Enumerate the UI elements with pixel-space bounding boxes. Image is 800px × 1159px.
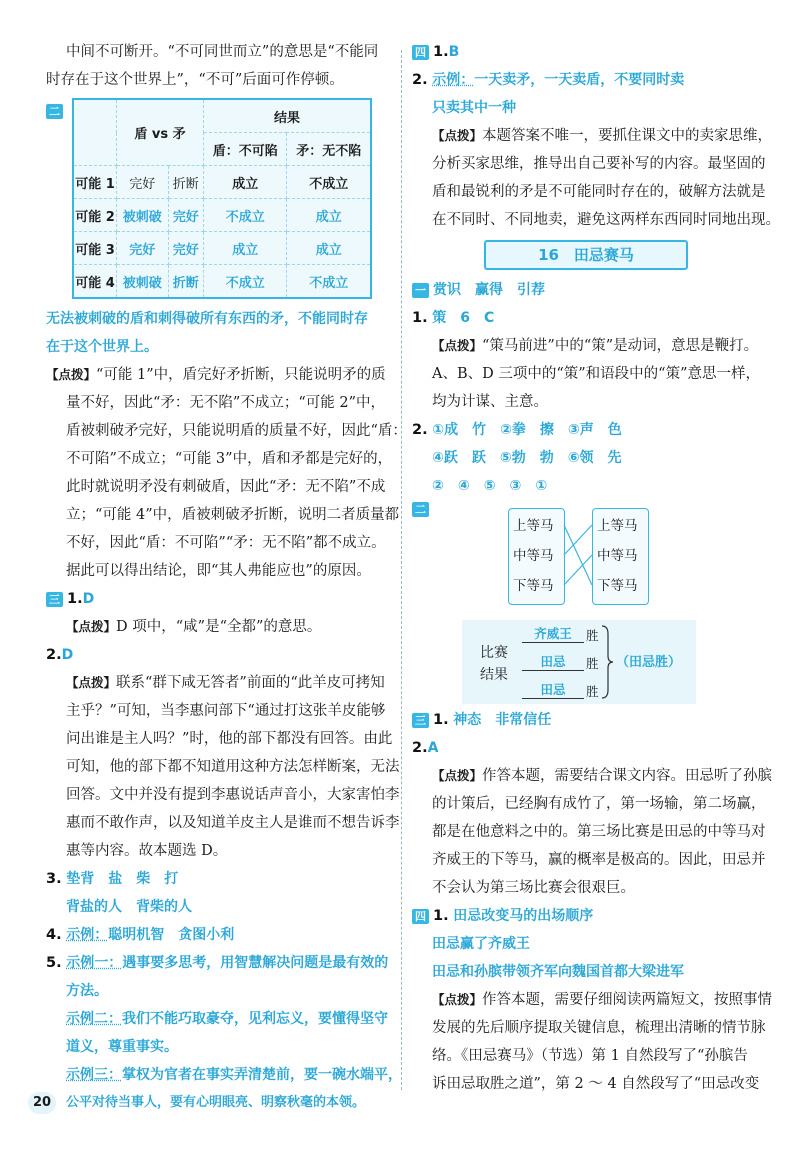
- dianbo-label: 【点拨】: [432, 992, 483, 1007]
- cell: 成立: [287, 199, 371, 232]
- question-number: 2.: [412, 740, 428, 756]
- tip-line: 量不好，因此“矛：无不陷”不成立；“可能 2”中，: [66, 395, 385, 411]
- comparison-table: [72, 98, 372, 299]
- answer: 神态 非常信任: [453, 712, 552, 728]
- tip-line: 可知，他的部下都不知道用这种方法怎样断案，无法: [66, 759, 400, 775]
- section-badge: 二: [46, 104, 63, 119]
- tip-line: 不可陷”不成立；“可能 3”中，盾和矛都是完好的，: [66, 451, 393, 467]
- answer-line: 无法被刺破的盾和刺得破所有东西的矛，不能同时存: [46, 311, 368, 327]
- tip-line: “可能 1”中，盾完好矛折断，只能说明矛的质: [96, 367, 386, 383]
- cell: 完好: [117, 166, 169, 199]
- left-column: [46, 38, 407, 1117]
- tip-line: 联系“群下咸无答者”前面的“此羊皮可拷知: [116, 675, 385, 691]
- cell: 成立: [287, 232, 371, 265]
- row-label: 可能 4: [73, 265, 117, 299]
- answer-line: ④跃 跃 ⑤勃 勃 ⑥领 先: [432, 450, 622, 466]
- tip-line: 问出谁是主人吗？”时，他的部下都没有回答。由此: [66, 731, 393, 747]
- row-label: 可能 3: [73, 232, 117, 265]
- page-number: 20: [28, 1092, 56, 1114]
- question-number: 1.: [433, 44, 449, 60]
- section-badge: 一: [412, 283, 429, 298]
- section-badge: 二: [412, 502, 429, 517]
- tip-line: 都是在他意料之中的。第三场比赛是田忌的中等马对: [432, 824, 766, 840]
- lesson-title: 16 田忌赛马: [484, 240, 688, 270]
- tip-line: D 项中，“咸”是“全都”的意思。: [116, 619, 322, 635]
- tip-line: A、B、D 三项中的“策”和语段中的“策”意思一样，: [432, 366, 761, 382]
- tip-line: 主乎？”可知，当李惠问部下“通过打这张羊皮能够: [66, 703, 386, 719]
- horse-label: 下等马: [597, 578, 638, 594]
- win-label: 胜: [586, 628, 599, 643]
- answer: B: [448, 44, 460, 60]
- match-label: 结果: [480, 667, 508, 683]
- match-label: 比赛: [480, 645, 508, 661]
- tip-line: 不好，因此“盾：不可陷”“矛：无不陷”都不成立。: [66, 535, 386, 551]
- answer-line: 方法。: [66, 983, 108, 999]
- example-prefix: 示例：: [66, 927, 109, 943]
- dianbo-label: 【点拨】: [66, 619, 117, 634]
- cell: 不成立: [287, 265, 371, 299]
- row-label: 可能 2: [73, 199, 117, 232]
- tip-line: 盾和最锐利的矛是不可能同时存在的，破解方法就是: [432, 184, 766, 200]
- table-row: [73, 265, 371, 299]
- answer: 掌权为官者在事实弄清楚前，要一碗水端平，: [122, 1067, 402, 1083]
- answer-line: 只卖其中一种: [432, 100, 516, 116]
- horse-matching-diagram: [412, 500, 757, 610]
- table-row: [73, 199, 371, 232]
- table-header-mao: 矛：无不陷: [287, 133, 371, 166]
- section-2: [46, 98, 392, 299]
- tip-line: 分析买家思维，推导出自己要补写的内容。最坚固的: [432, 156, 766, 172]
- right-column: [412, 38, 780, 1098]
- tip-line: 此时就说明矛没有刺破盾，因此“矛：无不陷”不成: [66, 479, 386, 495]
- row-label: 可能 1: [73, 166, 117, 199]
- answer-line: 在于这个世界上。: [46, 339, 158, 355]
- example-prefix: 示例：: [432, 72, 475, 88]
- question-number: 1.: [412, 310, 428, 326]
- answer: 垫背 盐 柴 打: [66, 871, 179, 887]
- answer: 聪明机智 贪图小利: [108, 927, 235, 943]
- question-number: 1.: [67, 591, 83, 607]
- match-winner: 田忌: [522, 652, 584, 671]
- answer: D: [61, 647, 74, 663]
- question-number: 3.: [46, 871, 62, 887]
- tip-line: 诉田忌取胜之道”，第 2 ～ 4 自然段写了“田忌改变: [432, 1076, 760, 1092]
- cell: 不成立: [204, 199, 287, 232]
- answer: 赏识 赢得 引荐: [433, 282, 545, 298]
- horse-label: 中等马: [513, 548, 554, 564]
- tip-line: 均为计谋、主意。: [432, 394, 548, 410]
- tip-line: 惠等内容。故本题选 D。: [66, 843, 228, 859]
- dianbo-label: 【点拨】: [432, 768, 483, 783]
- horse-label: 上等马: [597, 518, 638, 534]
- tip-line: 发展的先后顺序提取关键信息，梳理出清晰的情节脉: [432, 1020, 766, 1036]
- dianbo-label: 【点拨】: [432, 128, 483, 143]
- section-badge: 三: [412, 713, 429, 728]
- example-prefix: 示例二：: [66, 1011, 122, 1027]
- answer: 策 6 C: [432, 310, 495, 326]
- match-result: （田忌胜）: [616, 655, 682, 670]
- answer: 我们不能巧取豪夺，见利忘义，要懂得坚守: [122, 1011, 388, 1027]
- section-badge: 四: [412, 909, 429, 924]
- cell: 折断: [168, 265, 204, 299]
- tip-line: 回答。文中并没有提到李惠说话声音小，大家害怕李: [66, 787, 400, 803]
- horse-label: 下等马: [513, 578, 554, 594]
- tip-line: 络。《田忌赛马》（节选）第 1 自然段写了“孙膑告: [432, 1048, 748, 1064]
- tip-line: 据此可以得出结论，即“其人弗能应也”的原因。: [66, 563, 371, 579]
- answer: D: [82, 591, 95, 607]
- table-header-vs: 盾 vs 矛: [117, 99, 204, 166]
- answer: A: [427, 740, 439, 756]
- tip-line: 在不同时、不同地卖，避免这两样东西同时同地出现。: [432, 212, 780, 228]
- cell: 折断: [168, 166, 204, 199]
- cell: 不成立: [204, 265, 287, 299]
- tip-line: 本题答案不唯一，要抓住课文中的卖家思维，: [482, 128, 773, 144]
- tip-line: 惠而不敢作声，以及知道羊皮主人是谁而不想告诉李: [66, 815, 400, 831]
- cell: 完好: [168, 199, 204, 232]
- question-number: 2.: [46, 647, 62, 663]
- brace-icon: [600, 624, 614, 700]
- answer-line: 道义，尊重事实。: [66, 1039, 178, 1055]
- cell: 完好: [117, 232, 169, 265]
- table-header-result: 结果: [204, 99, 371, 133]
- answer: 田忌改变马的出场顺序: [453, 908, 594, 924]
- section-badge: 四: [412, 45, 429, 60]
- tip-line: 的计策后，已经胸有成竹了，第一场输，第二场赢，: [432, 796, 766, 812]
- cell: 成立: [204, 232, 287, 265]
- win-label: 胜: [586, 684, 599, 699]
- example-prefix: 示例一：: [66, 955, 123, 971]
- text-line: 中间不可断开。“不可同世而立”的意思是“不能同: [66, 44, 379, 60]
- cell: 被刺破: [117, 265, 169, 299]
- answer: 一天卖矛，一天卖盾，不要同时卖: [474, 72, 685, 88]
- tip-line: 作答本题，需要结合课文内容。田忌听了孙膑: [482, 768, 773, 784]
- dianbo-label: 【点拨】: [66, 675, 117, 690]
- answer-line: ② ④ ⑤ ③ ①: [432, 478, 548, 494]
- tip-line: 不会认为第三场比赛会很艰巨。: [432, 880, 635, 896]
- cell: 被刺破: [117, 199, 169, 232]
- example-prefix: 示例三：: [66, 1067, 122, 1083]
- cell: 完好: [168, 232, 204, 265]
- tip-line: “策马前进”中的“策”是动词，意思是鞭打。: [482, 338, 759, 354]
- answer: 遇事要多思考，用智慧解决问题是最有效的: [122, 955, 389, 971]
- question-number: 1.: [433, 908, 449, 924]
- horse-label: 上等马: [513, 518, 554, 534]
- match-result-diagram: [412, 620, 757, 706]
- match-winner: 田忌: [522, 680, 584, 699]
- answer-line: 公平对待当事人，要有心明眼亮、明察秋毫的本领。: [66, 1095, 366, 1110]
- question-number: 5.: [46, 955, 62, 971]
- question-number: 1.: [433, 712, 449, 728]
- table-corner: [73, 99, 117, 166]
- win-label: 胜: [586, 656, 599, 671]
- cell: 成立: [204, 166, 287, 199]
- horse-label: 中等马: [597, 548, 638, 564]
- match-lines: [562, 508, 594, 603]
- answer: ①成 竹 ②拳 擦 ③声 色: [432, 422, 622, 438]
- tip-line: 盾被刺破矛完好，只能说明盾的质量不好，因此“盾：: [66, 423, 407, 439]
- answer-line: 背盐的人 背柴的人: [66, 899, 192, 915]
- column-divider: [401, 50, 402, 1090]
- match-winner: 齐威王: [522, 624, 584, 643]
- table-row: [73, 232, 371, 265]
- tip-line: 作答本题，需要仔细阅读两篇短文，按照事情: [482, 992, 773, 1008]
- cell: 不成立: [287, 166, 371, 199]
- tip-line: 齐威王的下等马，赢的概率是极高的。因此，田忌并: [432, 852, 766, 868]
- text-line: 时存在于这个世界上”，“不可”后面可作停顿。: [46, 72, 344, 88]
- question-number: 2.: [412, 72, 428, 88]
- answer-line: 田忌和孙膑带领齐军向魏国首都大梁进军: [432, 964, 684, 980]
- dianbo-label: 【点拨】: [432, 338, 483, 353]
- dianbo-label: 【点拨】: [46, 367, 97, 382]
- table-row: [73, 166, 371, 199]
- tip-line: 立；“可能 4”中，盾被刺破矛折断，说明二者质量都: [66, 507, 400, 523]
- answer-line: 田忌赢了齐威王: [432, 936, 530, 952]
- section-badge: 三: [46, 592, 63, 607]
- question-number: 4.: [46, 927, 62, 943]
- question-number: 2.: [412, 422, 428, 438]
- table-header-dun: 盾：不可陷: [204, 133, 287, 166]
